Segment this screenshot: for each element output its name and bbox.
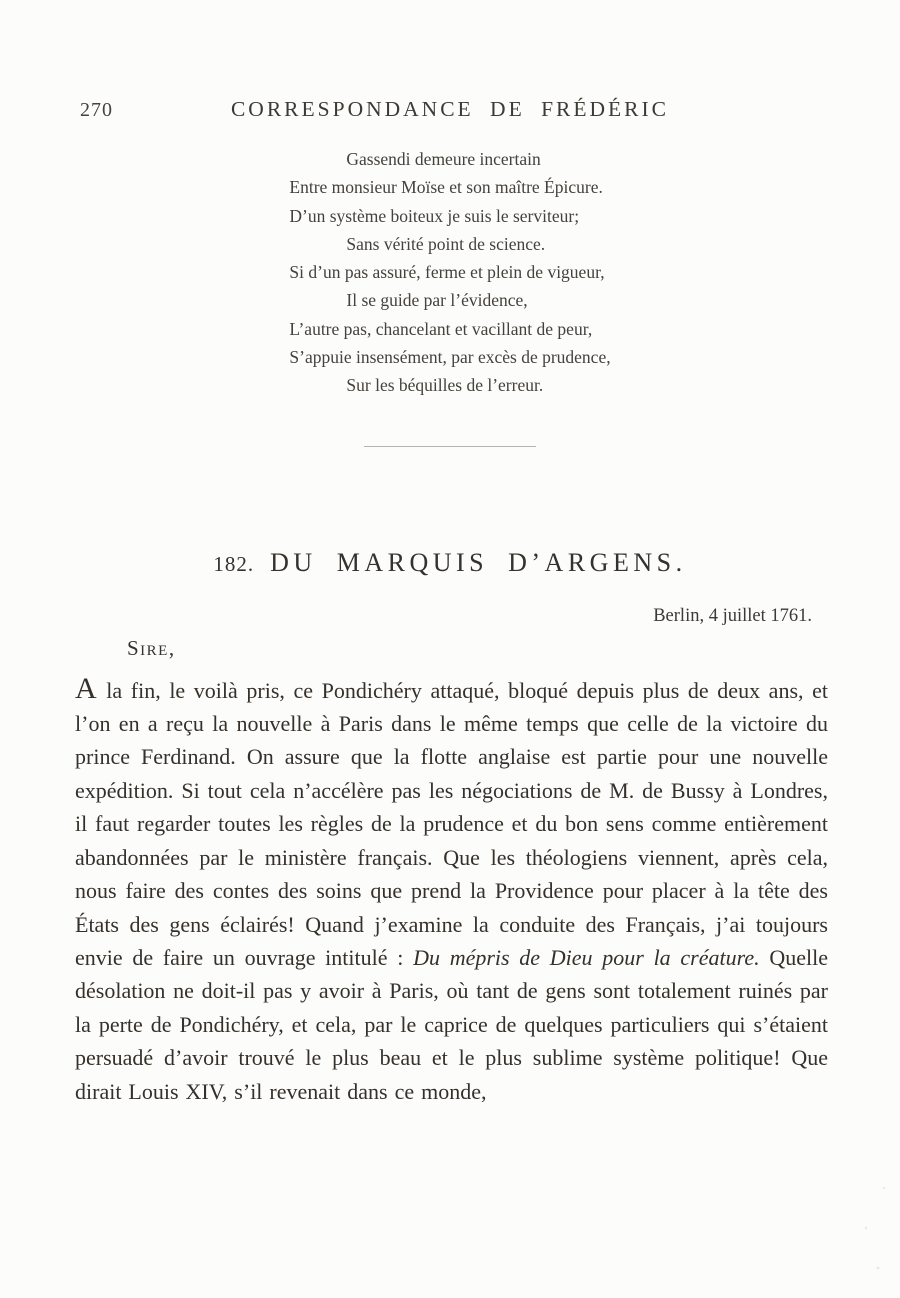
- letter-number: 182.: [213, 551, 255, 576]
- poem-line: L’autre pas, chancelant et vacillant de peur,: [289, 318, 593, 339]
- poem-line: Gassendi demeure incertain: [346, 149, 541, 169]
- section-divider: [364, 446, 536, 447]
- letter-title: DU MARQUIS D’ARGENS.: [270, 547, 687, 577]
- running-header: CORRESPONDANCE DE FRÉDÉRIC: [230, 97, 670, 121]
- body-segment: Quelle désolation ne doit-il pas y avoir à Paris, où tant de gens sont totalement ruinés par la perte de Pondichéry, et cela, par le caprice de quelques particuliers qui s’étaient persuadé d’avoir trouvé le plus beau et le plus sublime système politique! Que dirait Louis XIV, s’il revenait dans ce monde,: [75, 944, 828, 1104]
- salutation: Sire,: [127, 635, 176, 660]
- dateline: Berlin, 4 juillet 1761.: [653, 605, 812, 626]
- poem-line: D’un système boiteux je suis le serviteur;: [289, 205, 580, 226]
- poem-line: S’appuie insensément, par excès de prudence,: [289, 347, 611, 368]
- letter-body-paragraph: [75, 671, 828, 1108]
- letter-heading: [0, 546, 900, 581]
- poem: [289, 145, 610, 400]
- body-segment: la fin, le voilà pris, ce Pondichéry attaqué, bloqué depuis plus de deux ans, et l’on en a reçu la nouvelle à Paris dans le même temps que celle de la victoire du prince Ferdinand. On assure que la flotte anglaise est partie pour une nouvelle expédition. Si tout cela n’accélère pas les négociations de M. de Bussy à Londres, il faut regarder toutes les règles de la prudence et du bon sens comme entièrement abandonnées par le ministère français. Que les théologiens viennent, après cela, nous faire des contes des soins que prend la Providence pour placer à la tête des États des gens éclairés! Quand j’examine la conduite des Français, j’ai toujours envie de faire un ouvrage intitulé :: [75, 677, 828, 970]
- drop-cap: A: [75, 671, 98, 705]
- page-number: 270: [80, 99, 113, 121]
- poem-line: Entre monsieur Moïse et son maître Épicure.: [289, 177, 603, 198]
- italic-book-title: Du mépris de Dieu pour la créature.: [413, 944, 760, 970]
- poem-line: Il se guide par l’évidence,: [346, 290, 528, 311]
- poem-line: Sur les béquilles de l’erreur.: [346, 375, 544, 396]
- poem-line: Si d’un pas assuré, ferme et plein de vigueur,: [289, 262, 605, 283]
- poem-line: Sans vérité point de science.: [346, 233, 546, 254]
